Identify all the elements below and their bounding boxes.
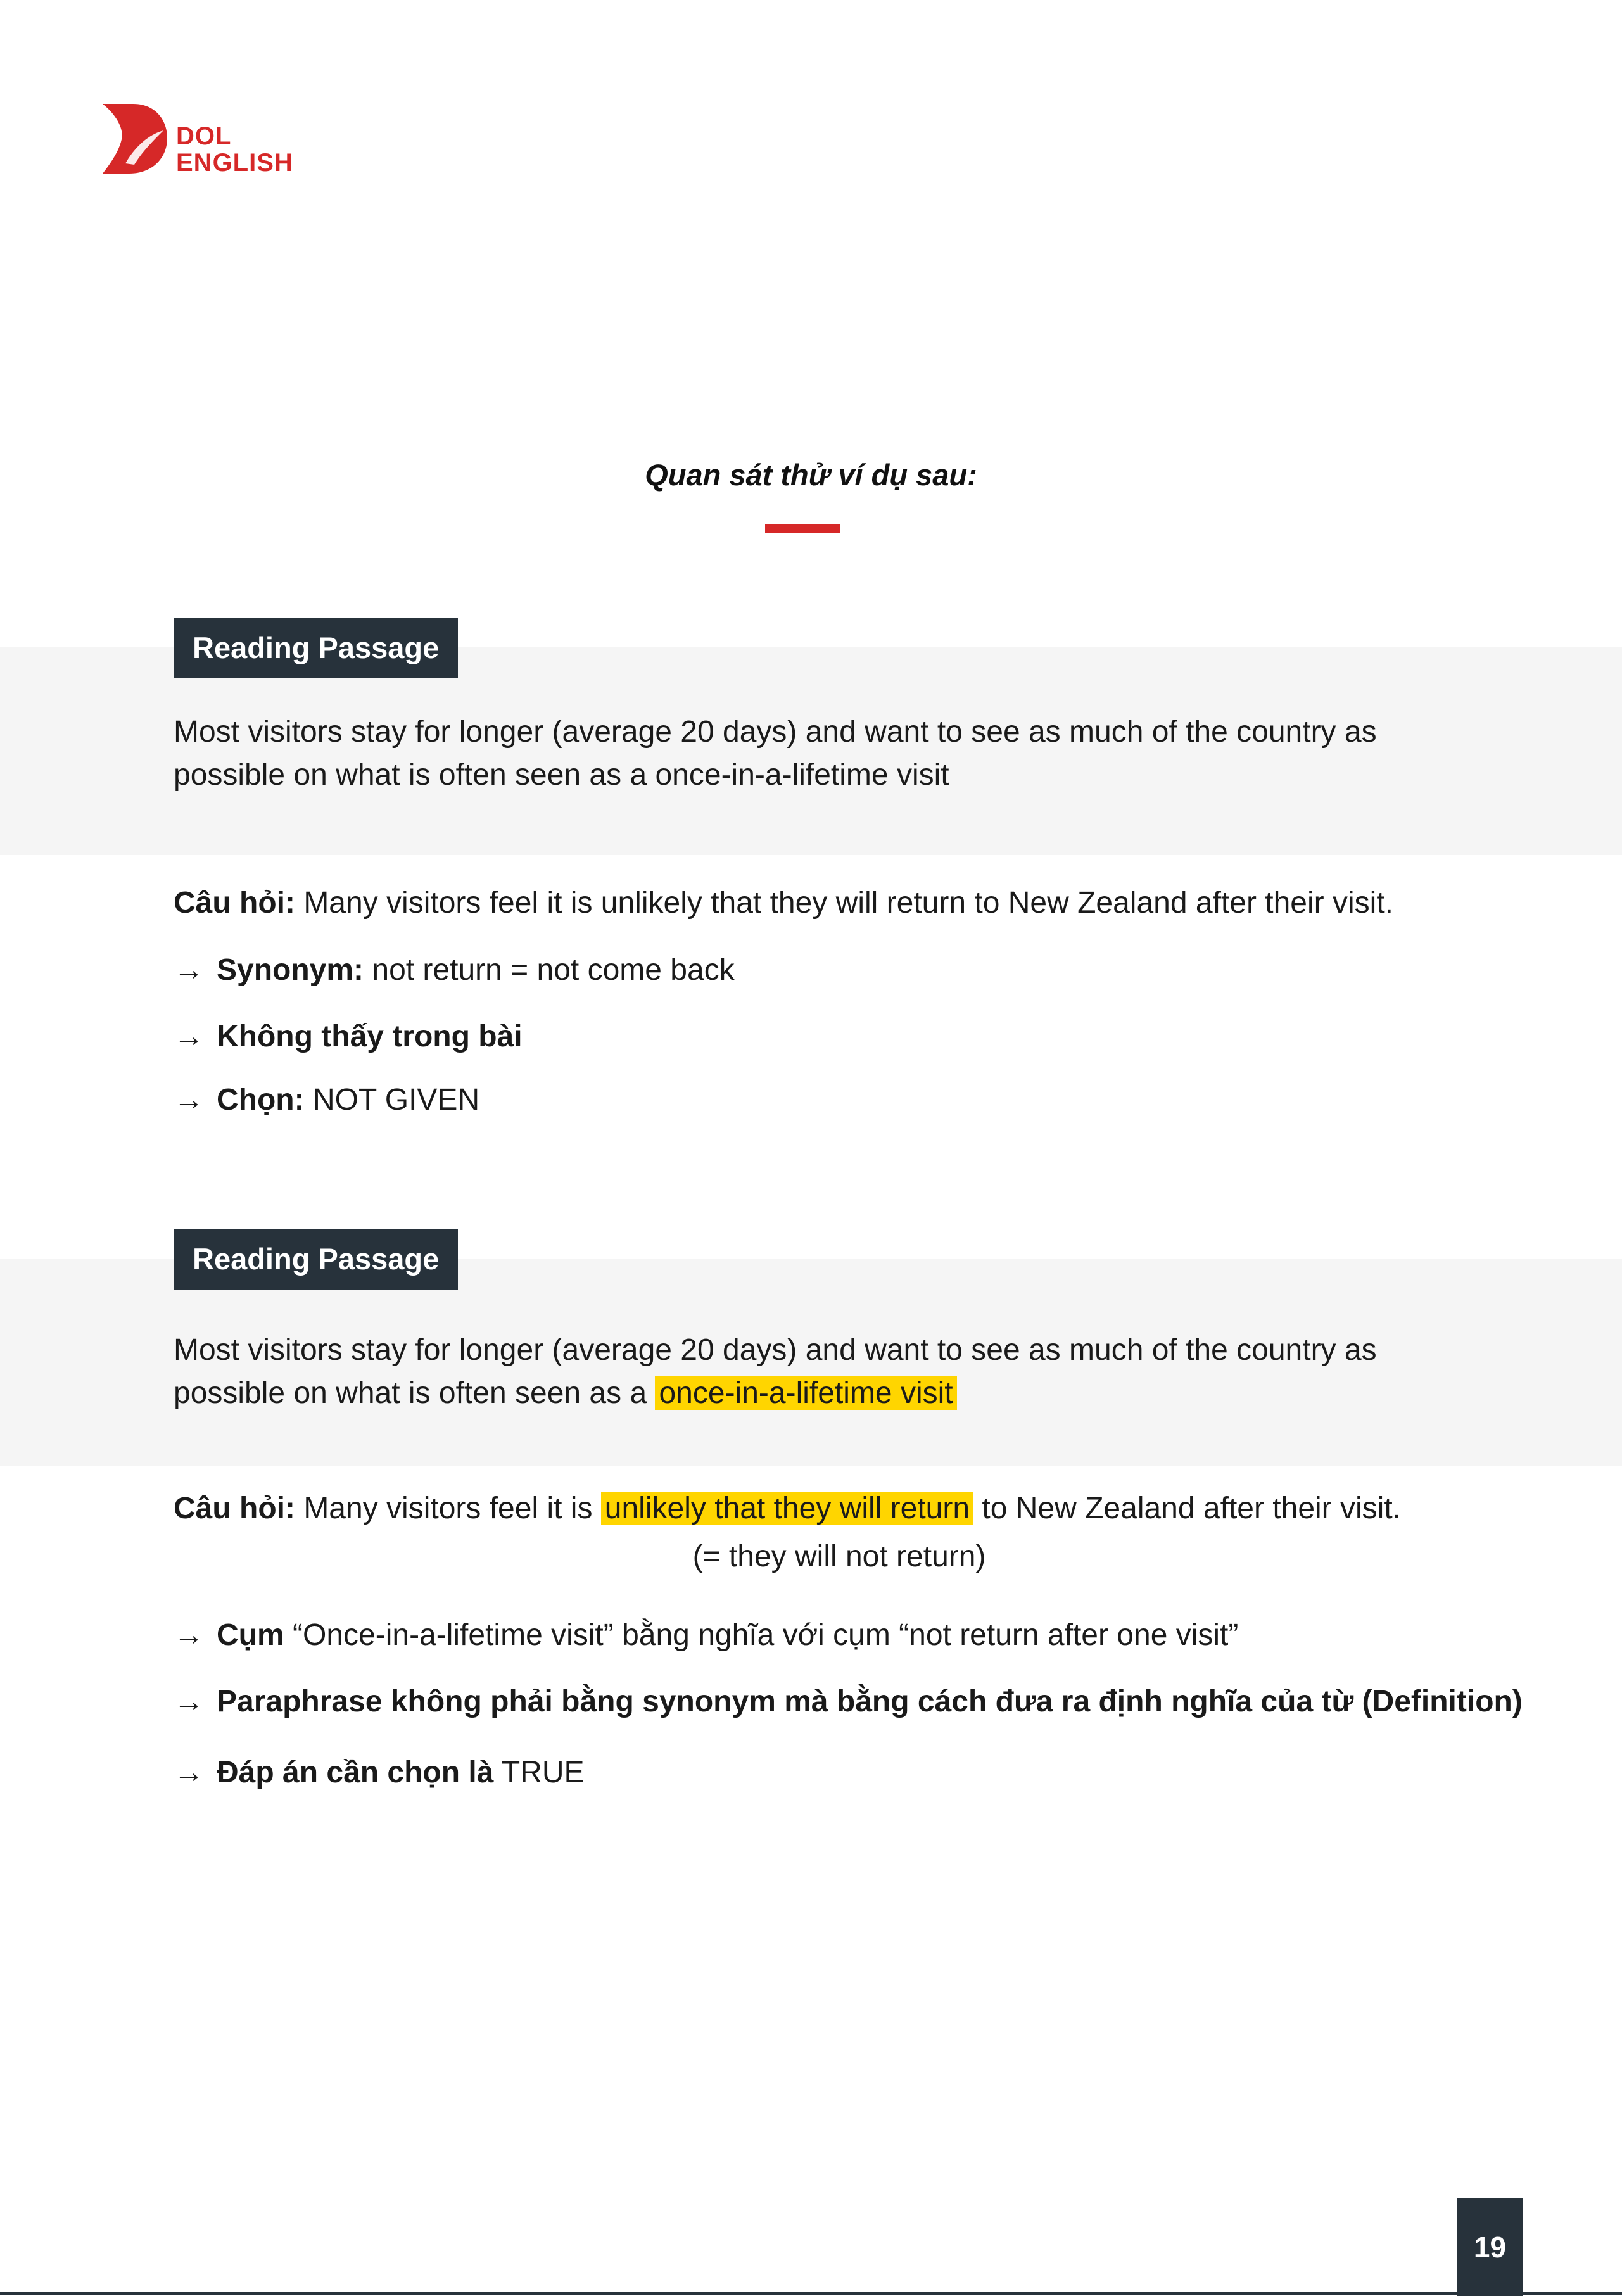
passage-highlight: once-in-a-lifetime visit [655,1376,956,1410]
question-highlight: unlikely that they will return [601,1492,973,1525]
answer-label: Đáp án cần chọn là [217,1756,494,1789]
choose-label: Chọn: [217,1083,305,1117]
choose-line [174,1081,479,1119]
not-found-text: Không thấy trong bài [217,1020,523,1053]
passage-text-2-main: Most visitors stay for longer (average 20 days) and want to see as much of the country as possible on what is often seen as a [174,1333,1377,1410]
reading-passage-tag-2: Reading Passage [174,1229,458,1290]
choose-value: NOT GIVEN [304,1083,480,1117]
answer-value: TRUE [493,1756,585,1789]
arrow-icon: → [174,1618,204,1652]
arrow-icon: → [174,1020,204,1053]
not-found-line [174,1018,523,1056]
page-heading: Quan sát thử ví dụ sau: [645,458,977,492]
answer-line [174,1754,585,1792]
logo-wordmark [176,123,293,176]
arrow-icon: → [174,1083,204,1117]
synonym-label: Synonym: [217,953,364,987]
logo-line-1: DOL [176,122,232,150]
question-1 [174,884,1393,922]
cum-label: Cụm [217,1618,284,1652]
passage-text-1: Most visitors stay for longer (average 20 days) and want to see as much of the country as possible on what is often seen as a once-in-a-lifetime visit [174,715,1377,792]
paraphrase-line [174,1683,1523,1721]
arrow-icon: → [174,1685,204,1718]
heading-underline [765,524,840,533]
arrow-icon: → [174,953,204,987]
cum-line [174,1616,1238,1654]
synonym-line [174,951,735,989]
question-text-2-after: to New Zealand after their visit. [973,1492,1401,1525]
question-label-1: Câu hỏi: [174,886,295,920]
arrow-icon: → [174,1756,204,1789]
reading-passage-tag-1: Reading Passage [174,618,458,678]
question-label-2: Câu hỏi: [174,1492,295,1525]
question-text-1: Many visitors feel it is unlikely that they will return to New Zealand after their visit. [295,886,1393,920]
question-2 [174,1490,1401,1528]
page-number: 19 [1457,2198,1523,2296]
synonym-text: not return = not come back [364,953,735,987]
question-note: (= they will not return) [692,1540,986,1573]
question-text-2-before: Many visitors feel it is [295,1492,601,1525]
footer-rule [0,2292,1622,2295]
cum-text: “Once-in-a-lifetime visit” bằng nghĩa với cụm “not return after one visit” [284,1618,1239,1652]
dol-logo-icon [100,101,170,177]
passage-text-2 [174,1329,1472,1415]
logo-line-2: ENGLISH [176,149,293,177]
paraphrase-text: Paraphrase không phải bằng synonym mà bằng cách đưa ra định nghĩa của từ (Definition) [217,1685,1523,1718]
dol-english-logo [100,101,303,184]
